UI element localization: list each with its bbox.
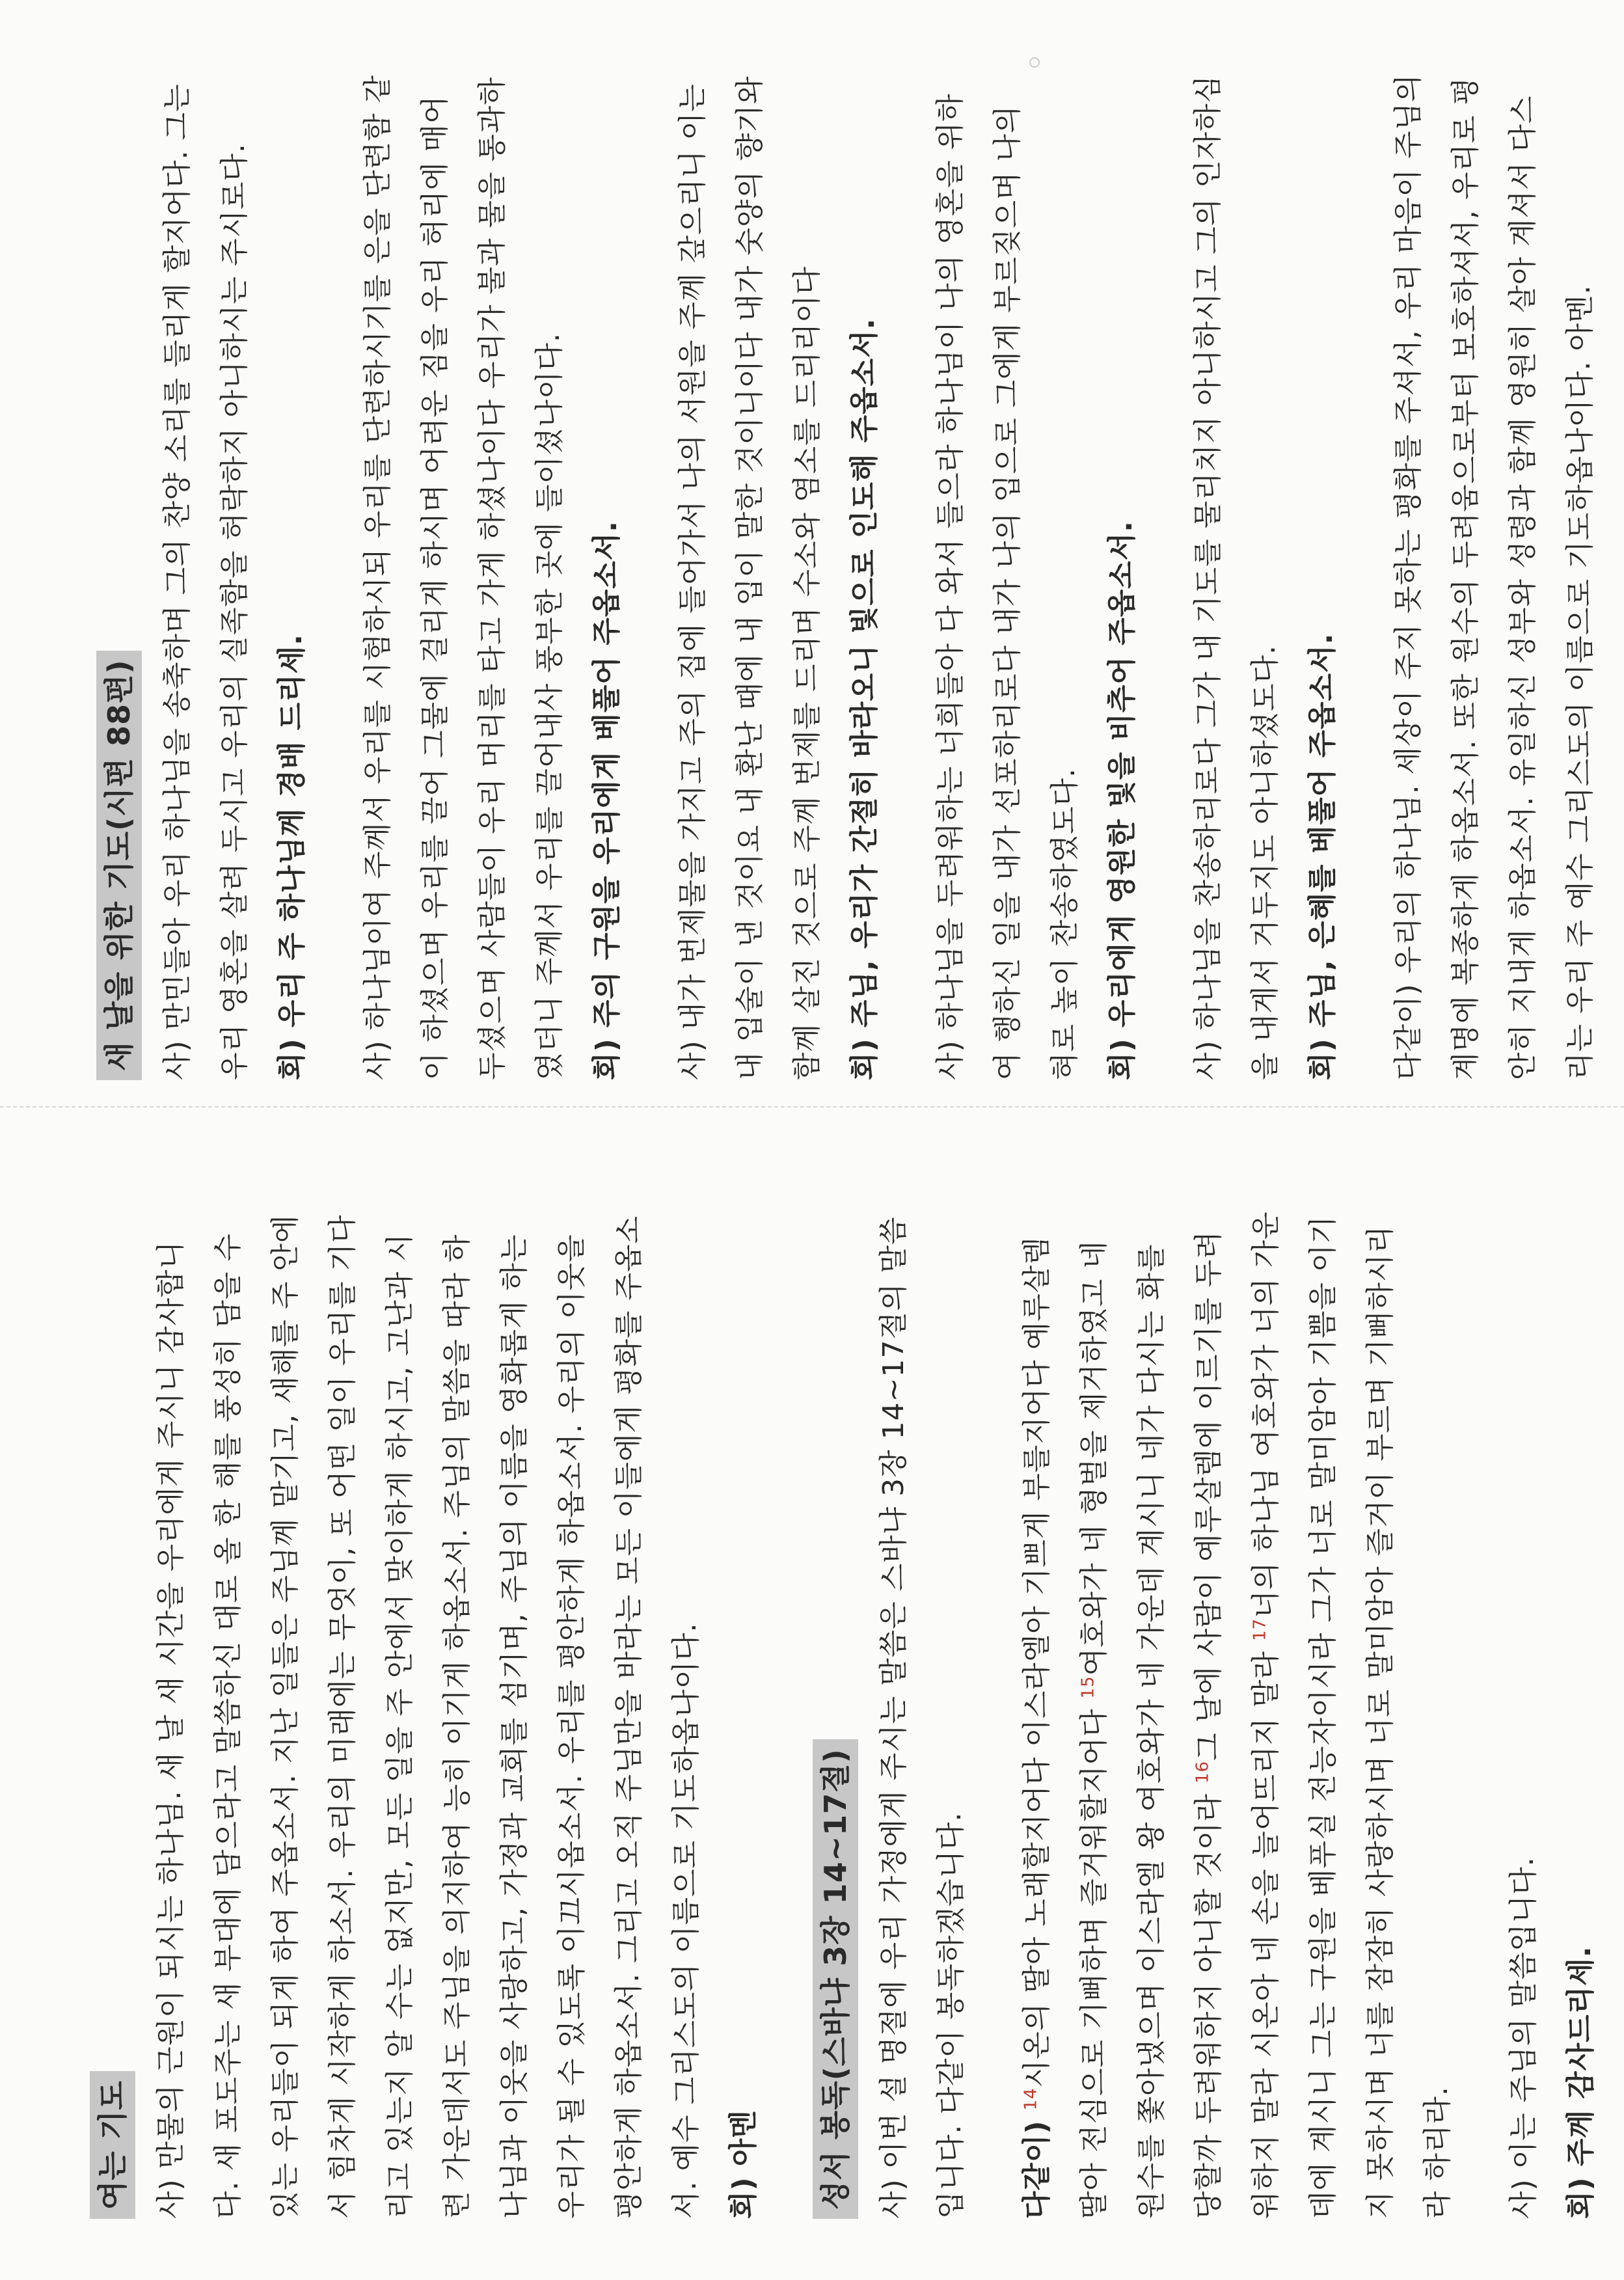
psalm-paragraph-4: 사) 하나님을 두려워하는 너희들아 다 와서 들으라 하나님이 나의 영혼을 위하여 행하신 일을 내가 선포하리로다 내가 나의 입으로 그에게 부르짖으며 나의 혀로 높이 찬송하였도다. <box>934 93 1081 1080</box>
opening-prayer-response: 회) 아멘 <box>727 2110 760 2219</box>
verse-17: 너의 하나님 여호와가 너의 가운데에 계시니 그는 구원을 베푸실 전능자이시라 그가 너로 말미암아 기쁨을 이기지 못하시며 너를 잠잠히 사랑하시며 너로 말미암아 즐거이 부르며 기뻐하시리라 하리라. <box>1249 1211 1454 2219</box>
verse-16: 그 날에 사람이 예루살렘에 이르기를 두려워하지 말라 시온아 네 손을 늘어뜨리지 말라 <box>1192 1230 1282 2219</box>
new-day-prayer-section <box>85 72 1609 1080</box>
verse-14: 시온의 딸아 노래할지어다 이스라엘아 기쁘게 부를지어다 예루살렘 딸아 전심으로 기뻐하며 즐거워할지어다 <box>1020 1236 1111 2219</box>
opening-prayer-section <box>78 1210 1610 2219</box>
scripture-intro: 사) 이번 설 명절에 우리 가정에게 주시는 말씀은 스바냐 3장 14~17절의 말씀입니다. 다같이 봉독하겠습니다. <box>877 1216 968 2219</box>
top-half <box>0 1145 1624 2251</box>
psalm-response-5: 회) 주님, 은혜를 베풀어 주옵소서. <box>1306 632 1339 1080</box>
psalm-paragraph-1: 사) 만민들아 우리 하나님을 송축하며 그의 찬양 소리를 들리게 할지어다. 그는 우리 영혼을 살려 두시고 우리의 실족함을 허락하지 아니하시는 주시로다. <box>161 83 251 1080</box>
bottom-half <box>0 39 1624 1093</box>
scripture-closing-leader: 사) 이는 주님의 말씀입니다. <box>1507 1856 1540 2219</box>
psalm-response-2: 회) 주의 구원을 우리에게 베풀어 주옵소서. <box>590 521 623 1080</box>
psalm-response-1: 회) 우리 주 하나님께 경배 드리세. <box>275 634 308 1080</box>
psalm-response-4: 회) 우리에게 영원한 빛을 비추어 주옵소서. <box>1105 521 1139 1080</box>
verse-15: 여호와가 네 형벌을 제거하였고 네 원수를 쫓아냈으며 이스라엘 왕 여호와가 네 가운데 계시니 네가 다시는 화를 당할까 두려워하지 아니할 것이라 <box>1077 1240 1225 2219</box>
verse-number-17: 17 <box>1250 1618 1270 1641</box>
psalm-paragraph-3: 사) 내가 번제물을 가지고 주의 집에 들어가서 나의 서원을 주께 갚으리니 이는 내 입술이 낸 것이요 내 환난 때에 내 입이 말한 것이니이다 내가 숫양의 향기와 함께 살진 것으로 주께 번제를 드리며 수소와 염소를 드리리이다 <box>676 75 824 1080</box>
closing-prayer: 다같이) 우리의 하나님. 세상이 주지 못하는 평화를 주셔서, 우리 마음이 주님의 계명에 복종하게 하옵소서. 또한 원수의 두려움으로부터 보호하셔서, 우리로 평안히 지내게 하옵소서. 유일하신 성부와 성령과 함께 영원히 살아 계셔서 다스리는 우리 주 예수 그리스도의 이름으로 기도하옵나이다. 아멘. <box>1392 74 1597 1080</box>
psalm-response-3: 회) 주님, 우리가 간절히 바라오니 빛으로 인도해 주옵소서. <box>848 318 881 1080</box>
scripture-title: 성서 봉독(스바냐 3장 14~17절) <box>813 1739 858 2219</box>
reading-prefix: 다같이) <box>1020 2120 1053 2219</box>
verse-number-15: 15 <box>1078 1676 1098 1699</box>
verse-number-14: 14 <box>1021 2087 1041 2111</box>
psalm-paragraph-5: 사) 하나님을 찬송하리로다 그가 내 기도를 물리치지 아니하시고 그의 인자하심을 내게서 거두지도 아니하셨도다. <box>1191 74 1282 1080</box>
psalm-paragraph-2: 사) 하나님이여 주께서 우리를 시험하시되 우리를 단련하시기를 은을 단련함 같이 하셨으며 우리를 끌어 그물에 걸리게 하시며 어려운 짐을 우리 허리에 매어 두셨으며 사람들이 우리 머리를 타고 가게 하셨나이다 우리가 불과 물을 통과하였더니 주께서 우리를 끌어내사 풍부한 곳에 들이셨나이다. <box>361 74 566 1080</box>
opening-prayer-title: 여는 기도 <box>90 2071 135 2219</box>
scripture-reading <box>1008 1210 1467 2219</box>
verse-number-16: 16 <box>1193 1760 1213 1784</box>
scripture-closing-response: 회) 주께 감사드리세. <box>1564 1946 1597 2219</box>
new-day-prayer-title: 새 날을 위한 기도(시편 88편) <box>96 651 142 1080</box>
fold-line <box>0 1106 1624 1107</box>
opening-prayer-leader-text: 사) 만물의 근원이 되시는 하나님. 새 날 새 시간을 우리에게 주시니 감사합니다. 새 포도주는 새 부대에 담으라고 말씀하신 대로 올 한 해를 풍성히 담을 수 있는 우리들이 되게 하여 주옵소서. 지난 일들은 주님께 맡기고, 새해를 주 안에서 힘차게 시작하게 하소서. 우리의 미래에는 무엇이, 또 어떤 일이 우리를 기다리고 있는지 알 수는 없지만, 모든 일을 주 안에서 맞이하게 하시고, 고난과 시련 가운데서도 주님을 의지하여 능히 이기게 하옵소서. 주님의 말씀을 따라 하나님과 이웃을 사랑하고, 가정과 교회를 섬기며, 주님의 이름을 영화롭게 하는 우리가 될 수 있도록 이끄시옵소서. 우리를 평안하게 하옵소서. 우리의 이웃을 평안하게 하옵소서. 그리고 오직 주님만을 바라는 모든 이들에게 평화를 주옵소서. 예수 그리스도의 이름으로 기도하옵나이다. <box>154 1214 703 2219</box>
